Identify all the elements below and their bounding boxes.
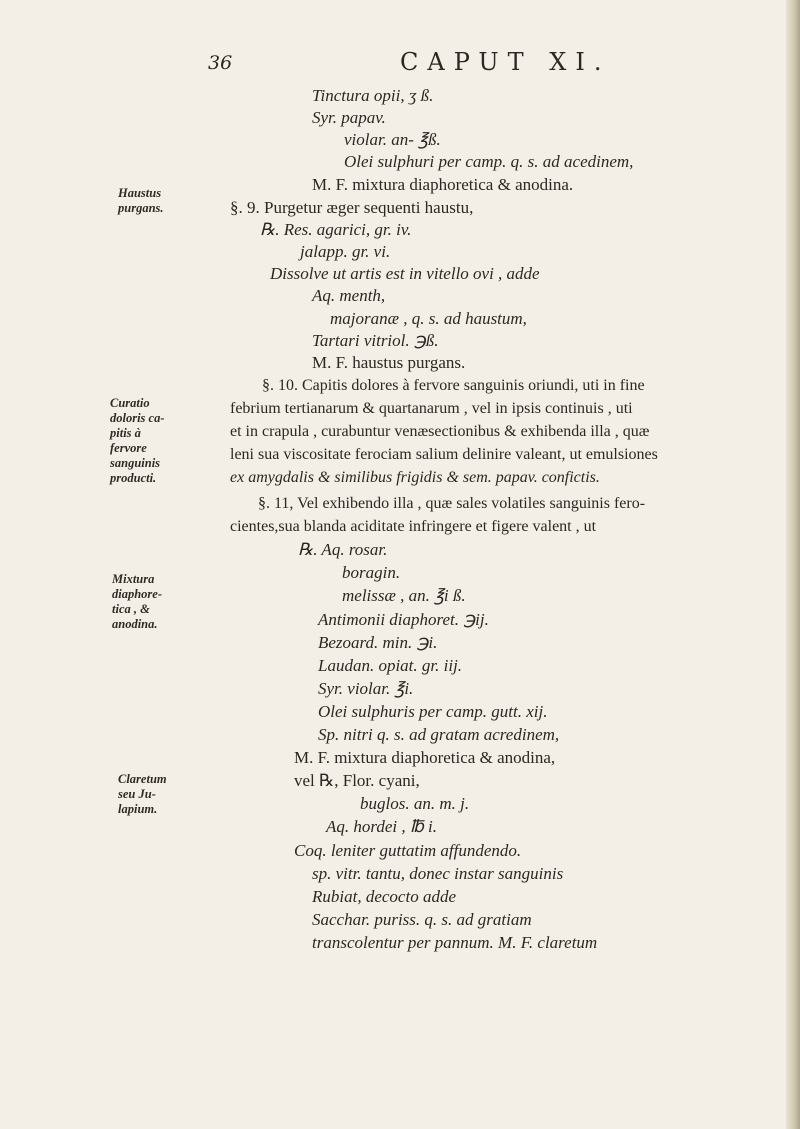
text-line: violar. an- ℥ß.	[344, 130, 441, 149]
margin-note-line: Mixtura	[112, 572, 155, 586]
text-line: Syr. violar. ℥i.	[318, 679, 414, 698]
margin-note-line: sanguinis	[110, 456, 161, 470]
margin-note-line: Claretum	[118, 772, 167, 786]
text-line: M. F. mixtura diaphoretica & anodina,	[294, 748, 556, 767]
text-line: Antimonii diaphoret. ℈ij.	[318, 610, 489, 629]
text-line: cientes,sua blanda aciditate infringere et figere valent , ut	[230, 518, 597, 535]
page-spine-edge	[786, 0, 800, 1129]
page-number: 36	[208, 52, 233, 74]
text-line: transcolentur per pannum. M. F. claretum	[312, 933, 598, 952]
text-line: Laudan. opiat. gr. iij.	[318, 656, 463, 675]
text-line: M. F. haustus purgans.	[312, 353, 466, 372]
text-line: §. 9. Purgetur æger sequenti haustu,	[230, 198, 474, 217]
text-line: jalapp. gr. vi.	[300, 242, 391, 261]
text-line: Sacchar. puriss. q. s. ad gratiam	[312, 910, 532, 929]
text-line: sp. vitr. tantu, donec instar sanguinis	[312, 864, 564, 883]
text-line: Bezoard. min. ℈i.	[318, 633, 438, 652]
margin-note-haustus	[118, 186, 164, 216]
text-line: Syr. papav.	[312, 108, 386, 127]
margin-note-mixtura	[112, 572, 162, 632]
margin-note-line: seu Ju-	[118, 787, 156, 801]
text-line: vel ℞, Flor. cyani,	[294, 771, 420, 790]
margin-note-line: producti.	[110, 471, 157, 485]
margin-note-line: Haustus	[118, 186, 162, 200]
margin-note-line: pitis à	[110, 426, 141, 440]
text-line: Tinctura opii, ʒ ß.	[312, 86, 434, 105]
text-line: ex amygdalis & similibus frigidis & sem. papav. confictis.	[230, 469, 600, 486]
margin-note-line: doloris ca-	[110, 411, 165, 425]
text-line: Aq. menth,	[312, 286, 386, 305]
margin-note-line: Curatio	[110, 396, 150, 410]
margin-note-line: purgans.	[118, 201, 164, 215]
text-line: et in crapula , curabuntur venæsectionibus & exhibenda illa , quæ	[230, 423, 650, 440]
text-line: Aq. hordei , ℔ i.	[326, 817, 438, 836]
margin-note-line: diaphore-	[112, 587, 162, 601]
text-line: Coq. leniter guttatim affundendo.	[294, 841, 522, 860]
text-line: majoranæ , q. s. ad haustum,	[330, 309, 527, 328]
text-line: leni sua viscositate ferociam salium delinire valeant, ut emulsiones	[230, 446, 658, 463]
margin-note-curatio	[110, 396, 165, 486]
text-line: M. F. mixtura diaphoretica & anodina.	[312, 175, 574, 194]
text-line: Dissolve ut artis est in vitello ovi , adde	[270, 264, 540, 283]
text-line: buglos. an. m. j.	[360, 794, 470, 813]
text-line: melissæ , an. ℥i ß.	[342, 586, 466, 605]
margin-note-line: fervore	[110, 441, 147, 455]
text-line: §. 11, Vel exhibendo illa , quæ sales volatiles sanguinis fero-	[258, 495, 646, 512]
margin-note-line: lapium.	[118, 802, 158, 816]
text-line: Tartari vitriol. ℈ß.	[312, 331, 439, 350]
text-line: Rubiat, decocto adde	[312, 887, 456, 906]
text-line: §. 10. Capitis dolores à fervore sanguinis oriundi, uti in fine	[262, 377, 645, 394]
text-line: ℞. Aq. rosar.	[298, 540, 388, 559]
text-line: Olei sulphuris per camp. gutt. xij.	[318, 702, 548, 721]
text-line: Sp. nitri q. s. ad gratam acredinem,	[318, 725, 560, 744]
text-line: ℞. Res. agarici, gr. iv.	[260, 220, 412, 239]
margin-note-line: tica , &	[112, 602, 150, 616]
text-line: boragin.	[342, 563, 401, 582]
running-title: CAPUT XI.	[400, 48, 611, 76]
text-line: Olei sulphuri per camp. q. s. ad acedinem,	[344, 152, 634, 171]
margin-note-line: anodina.	[112, 617, 158, 631]
margin-note-claretum	[118, 772, 167, 817]
text-line: febrium tertianarum & quartanarum , vel in ipsis continuis , uti	[230, 400, 633, 417]
